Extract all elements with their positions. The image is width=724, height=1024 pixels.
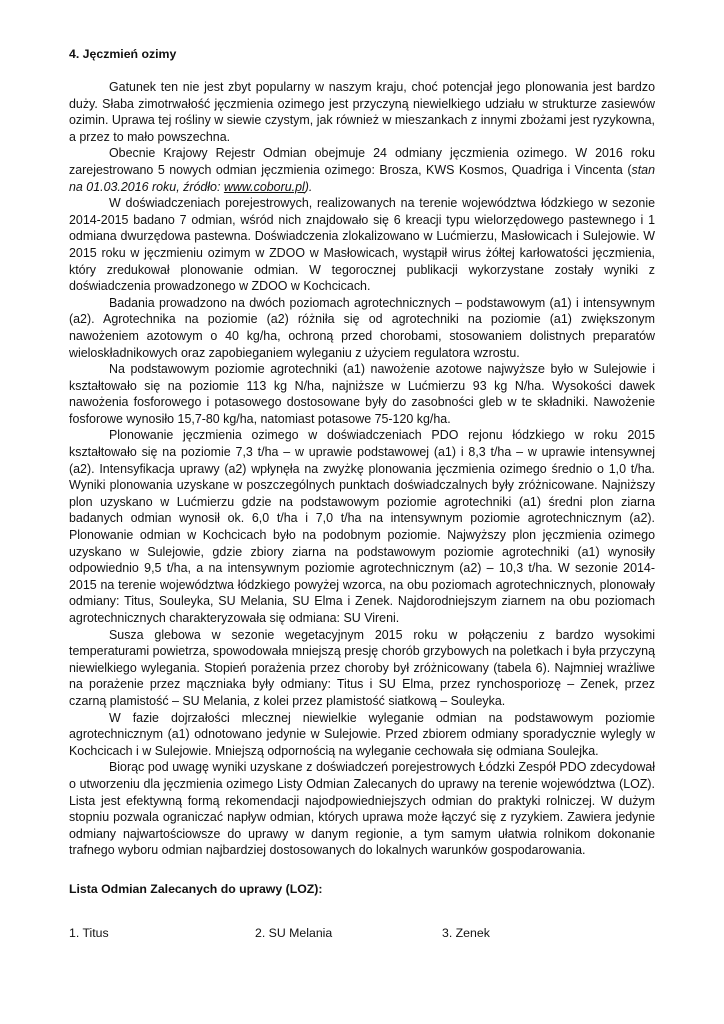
- source-note: stan na 01.03.2016 roku, źródło:: [69, 162, 655, 194]
- paragraph-yield: Plonowanie jęczmienia ozimego w doświadczeniach PDO rejonu łódzkiego w roku 2015 kształtowało się na poziomie 7,3 t/ha – w uprawie podstawowej (a1) i 8,3 t/ha – w uprawie intensywnej (a2). Intensyfikacja uprawy (a2) wpłynęła na zwyżkę plonowania jęczmienia ozimego średnio o 1,0 t/ha. Wyniki plonowania uzyskane w poszczególnych punktach doświadczalnych były zróżnicowane. Najniższy plon uzyskano w Lućmierzu gdzie na podstawowym poziomie agrotechniki (a1) średni plon ziarna badanych odmian wynosił ok. 6,0 t/ha i 7,0 t/ha na intensywnym poziomie agrotechnicznym (a2). Plonowanie odmian w Kochcicach było na podobnym poziomie. Najwyższy plon jęczmienia ozimego uzyskano w Sulejowie, gdzie zbiory ziarna na podstawowym poziomie agrotechniki (a1) wynosiły odpowiednio 9,5 t/ha, a na intensywnym poziomie agrotechnicznym (a2) – 10,3 t/ha. W sezonie 2014-2015 na terenie województwa łódzkiego powyżej wzorca, na obu poziomach agrotechnicznych, plonowały odmiany: Titus, Souleyka, SU Melania, SU Elma i Zenek. Najdorodniejszym ziarnem na obu poziomach agrotechnicznych charakteryzowała się odmiana: SU Vireni.: [69, 428, 655, 625]
- paragraph-fertilization: Na podstawowym poziomie agrotechniki (a1) nawożenie azotowe najwyższe było w Sulejowie i kształtowało się na poziomie 113 kg N/ha, najniższe w Lućmierzu 93 kg N/ha. Wysokości dawek nawożenia fosforowego i potasowego dostosowane były do zasobności gleb w te składniki. Nawożenie fosforowe wynosiło 15,7-80 kg/ha, natomiast potasowe 75-120 kg/ha.: [69, 362, 655, 426]
- loz-item-su-melania: 2. SU Melania: [255, 926, 333, 940]
- paragraph-trials: W doświadczeniach porejestrowych, realizowanych na terenie województwa łódzkiego w sezonie 2014-2015 badano 7 odmian, wśród nich znajdowało się 6 kreacji typu wielorzędowego pastewnego i 1 odmiana dwurzędowa pastewna. Doświadczenia zlokalizowano w Lućmierzu, Masłowicach i Sulejowie. W 2015 roku w jęczmieniu ozimym w ZDOO w Masłowicach, wystąpił wirus żółtej karłowatości jęczmienia, który zredukował plonowanie odmian. W tegorocznej publikacji wykorzystane zostały wyniki z doświadczenia prowadzonego w ZDOO w Kochcicach.: [69, 196, 655, 294]
- loz-item-titus: 1. Titus: [69, 926, 109, 940]
- paragraph-loz-intro: Biorąc pod uwagę wyniki uzyskane z doświadczeń porejestrowych Łódzki Zespół PDO zdecydował o utworzeniu dla jęczmienia ozimego Listy Odmian Zalecanych do uprawy na terenie województwa (LOZ). Lista jest efektywną formą rekomendacji najodpowiedniejszych odmian do praktyki rolniczej. W dużym stopniu pozwala ograniczać napływ odmian, których uprawa może łączyć się z ryzykiem. Zawiera jedynie odmiany najwartościowsze do uprawy w danym regionie, a tym samym ułatwia rolnikom dokonanie trafnego wyboru odmian najbardziej dostosowanych do lokalnych warunków gospodarowania.: [69, 760, 655, 858]
- document-page: [69, 46, 655, 940]
- section-heading: 4. Jęczmień ozimy: [69, 47, 177, 61]
- paragraph-intro: Gatunek ten nie jest zbyt popularny w naszym kraju, choć potencjał jego plonowania jest bardzo duży. Słaba zimotrwałość jęczmienia ozimego jest przyczyną niewielkiego udziału w strukturze zasiewów ozimin. Uprawa tej rośliny w siewie czystym, jak również w mieszankach z innymi zbożami jest ryzykowna, a przez to mało powszechna.: [69, 80, 655, 144]
- register-text: Obecnie Krajowy Rejestr Odmian obejmuje 24 odmiany jęczmienia ozimego. W 2016 roku zarejestrowano 5 nowych odmian jęczmienia ozimego: Brosza, KWS Kosmos, Quadriga i Vincenta (: [69, 146, 655, 177]
- paragraph-register: [69, 145, 655, 195]
- paragraph-drought: Susza glebowa w sezonie wegetacyjnym 2015 roku w połączeniu z bardzo wysokimi temperaturami powietrza, spowodowała mniejszą presję chorób grzybowych na poletkach i była przyczyną niewielkiego wylegania. Stopień porażenia przez choroby był zróżnicowany (tabela 6). Najmniej wrażliwe na porażenie przez mączniaka były odmiany: Titus i SU Elma, przez rynchosporiozę – Zenek, przez czarną plamistość – SU Melania, z kolei przez plamistość siatkową – Souleyka.: [69, 627, 655, 708]
- paragraph-lodging: W fazie dojrzałości mlecznej niewielkie wyleganie odmian na podstawowym poziomie agrotechnicznym (a1) odnotowano jedynie w Sulejowie. Przed zbiorem odmiany sporadycznie wylegly w Kochcicach i w Sulejowie. Mniejszą odpornością na wyleganie cechowała się odmiana Soulejka.: [69, 710, 655, 758]
- source-note-close: ).: [304, 179, 313, 194]
- loz-heading: Lista Odmian Zalecanych do uprawy (LOZ):: [69, 882, 323, 896]
- loz-item-zenek: 3. Zenek: [442, 926, 490, 940]
- coboru-link[interactable]: www.coboru.pl: [223, 179, 305, 194]
- paragraph-agrotechnics: Badania prowadzono na dwóch poziomach agrotechnicznych – podstawowym (a1) i intensywnym (a2). Agrotechnika na poziomie (a2) różniła się od agrotechniki na poziomie (a1) zwiększonym nawożeniem azotowym o 40 kg/ha, ochroną przed chorobami, stosowaniem dolistnych preparatów wieloskładnikowych oraz zapobieganiem wyleganiu z użyciem regulatora wzrostu.: [69, 295, 655, 360]
